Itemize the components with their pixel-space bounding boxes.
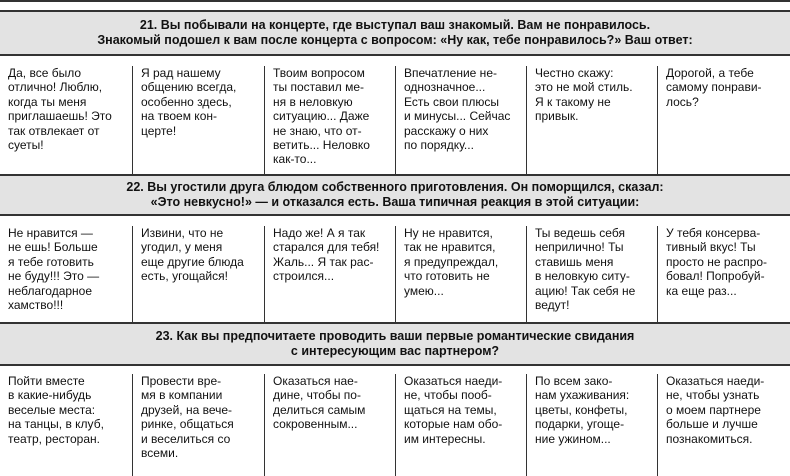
answer-option[interactable]: Не нравится — не ешь! Больше я тебе готовить не буду!!! Это — неблагодарное хамство!!!	[0, 226, 133, 322]
answer-option[interactable]: Впечатление не- однозначное... Есть свои плюсы и минусы... Сейчас расскажу о них по порядку...	[396, 66, 527, 174]
answer-option[interactable]: Честно скажу: это не мой стиль. Я к такому не привык.	[527, 66, 658, 174]
answer-option[interactable]: Извини, что не угодил, у меня еще другие блюда есть, угощайся!	[133, 226, 265, 322]
answer-row	[0, 56, 790, 174]
answer-option[interactable]: Пойти вместе в какие-нибудь веселые места: на танцы, в клуб, театр, ресторан.	[0, 374, 133, 476]
question-header: 22. Вы угостили друга блюдом собственного приготовления. Он поморщился, сказал: «Это невкусно!» — и отказался есть. Ваша типичная реакция в этой ситуации:	[0, 174, 790, 216]
answer-option[interactable]: Твоим вопросом ты поставил ме- ня в неловкую ситуацию... Даже не знаю, что от- ветить... Неловко как-то...	[265, 66, 396, 174]
answer-option[interactable]: Провести вре- мя в компании друзей, на вече- ринке, общаться и веселиться со всеми.	[133, 374, 265, 476]
answer-option[interactable]: Оказаться нае- дине, чтобы по- делиться самым сокровенным...	[265, 374, 396, 476]
answer-option[interactable]: Надо же! А я так старался для тебя! Жаль... Я так рас- строился...	[265, 226, 396, 322]
answer-row	[0, 366, 790, 476]
answer-option[interactable]: У тебя консерва- тивный вкус! Ты просто не распро- бовал! Попробуй- ка еще раз...	[666, 226, 768, 298]
answer-option[interactable]: Дорогой, а тебе самому понрави- лось?	[666, 66, 762, 109]
answer-row	[0, 216, 790, 322]
question-header: 21. Вы побывали на концерте, где выступал ваш знакомый. Вам не понравилось. Знакомый подошел к вам после концерта с вопросом: «Ну как, тебе понравилось?» Ваш ответ:	[0, 10, 790, 56]
answer-option[interactable]: По всем зако- нам ухаживания: цветы, конфеты, подарки, угоще- ние ужином...	[527, 374, 658, 476]
answer-option[interactable]: Ну не нравится, так не нравится, я предупреждал, что готовить не умею...	[396, 226, 527, 322]
question-header: 23. Как вы предпочитаете проводить ваши первые романтические свидания с интересующим вас партнером?	[0, 322, 790, 366]
answer-option[interactable]: Ты ведешь себя неприлично! Ты ставишь меня в неловкую ситу- ацию! Так себя не ведут!	[527, 226, 658, 322]
answer-option[interactable]: Оказаться наеди- не, чтобы узнать о моем партнере больше и лучше познакомиться.	[666, 374, 765, 446]
answer-option[interactable]: Я рад нашему общению всегда, особенно здесь, на твоем кон- церте!	[133, 66, 265, 174]
answer-option[interactable]: Оказаться наеди- не, чтобы пооб- щаться на темы, которые нам обо- им интересны.	[396, 374, 527, 476]
answer-option[interactable]: Да, все было отлично! Люблю, когда ты меня приглашаешь! Это так отвлекает от суеты!	[0, 66, 133, 174]
top-divider	[0, 0, 790, 2]
